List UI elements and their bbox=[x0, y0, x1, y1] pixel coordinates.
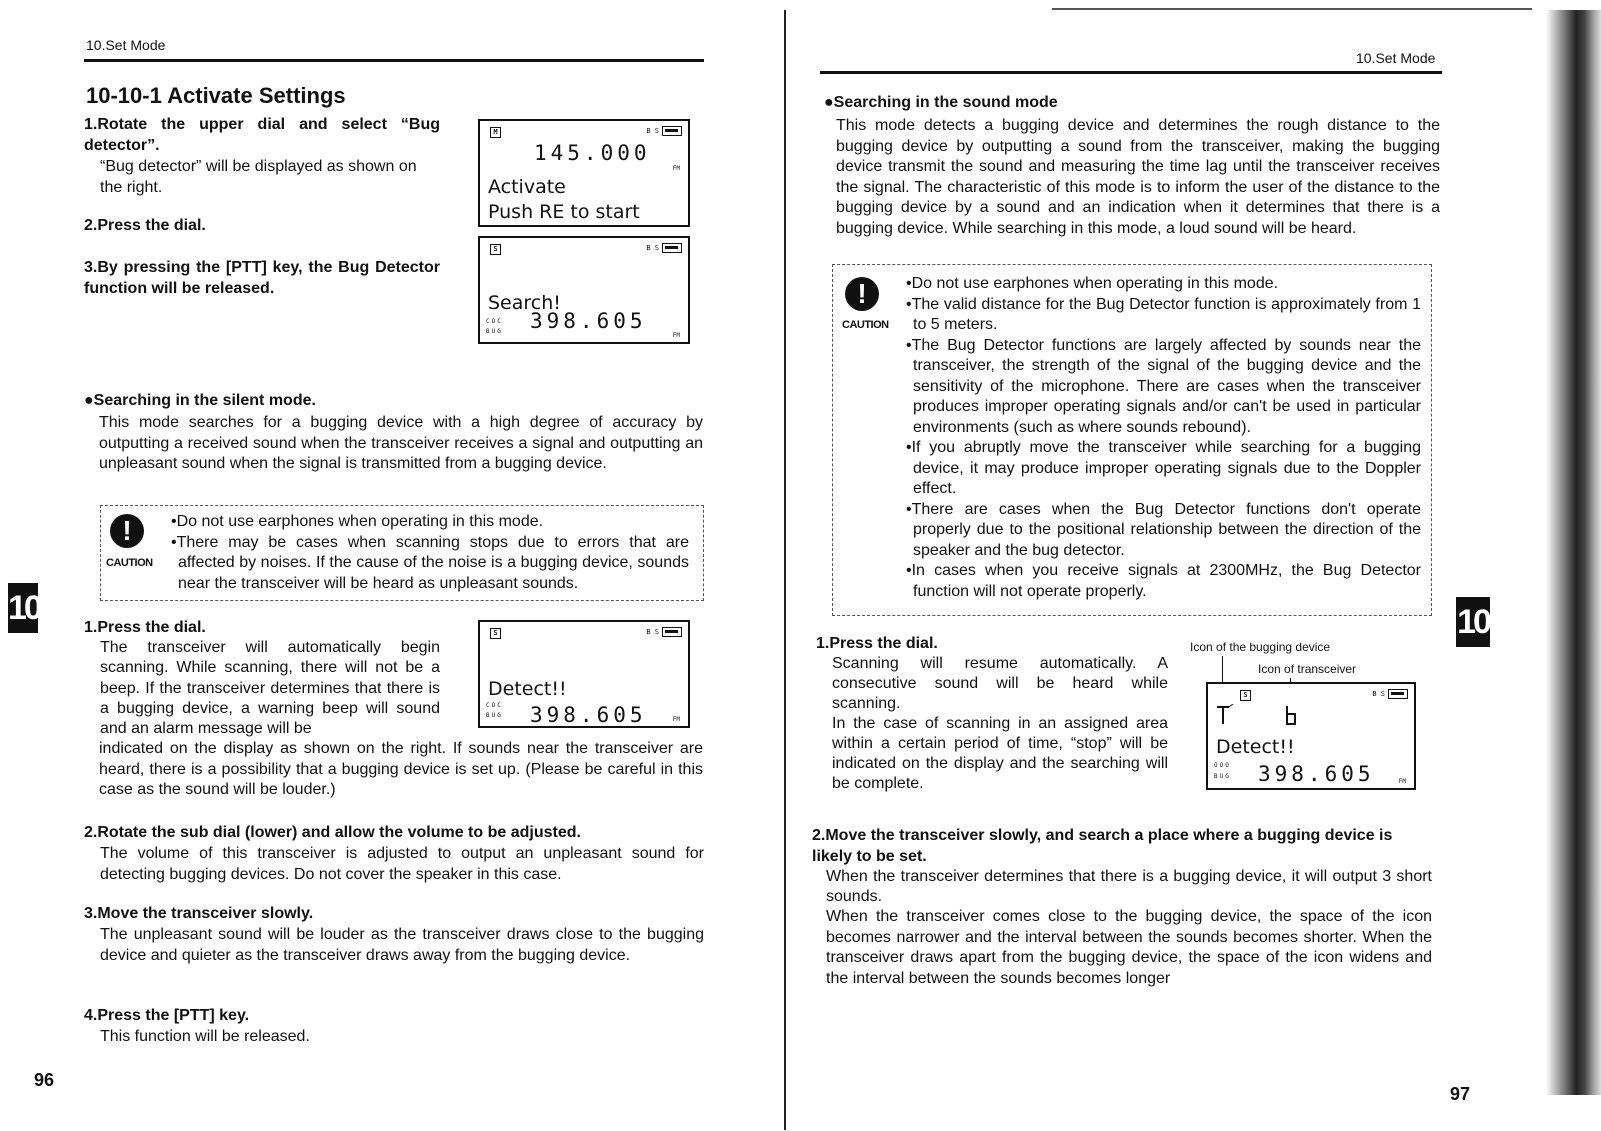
page-header: 10.Set Mode bbox=[1356, 50, 1436, 66]
battery-icon bbox=[1388, 689, 1408, 699]
step-1-continuation: indicated on the display as shown on the right. If sounds near the transceiver are heard, there is a possibility that a bugging device is set up. (Please be careful in this case as the sound will be louder.) bbox=[99, 740, 703, 798]
step-body: The transceiver will automatically begin scanning. While scanning, there will not be a beep. If the transceiver determines that there is a bugging device, a warning beep will sound and an alarm message will be bbox=[100, 639, 440, 738]
fm-indicator: FM bbox=[672, 332, 680, 339]
book-spine bbox=[784, 10, 786, 1130]
lcd-display-activate bbox=[478, 119, 690, 227]
caution-item: •The valid distance for the Bug Detector function is approximately from 1 to 5 meters. bbox=[906, 295, 1421, 333]
fm-indicator: FM bbox=[672, 165, 680, 172]
caution-label: CAUTION bbox=[106, 557, 153, 569]
bs-label: B S bbox=[646, 628, 659, 636]
chapter-tab: 10 bbox=[8, 583, 38, 633]
page-edge-shadow bbox=[1546, 10, 1601, 1095]
lcd-small-2: BUG bbox=[486, 712, 503, 719]
lcd-small-1: COC bbox=[486, 702, 503, 709]
header-rule bbox=[820, 71, 1442, 74]
bs-label: B S bbox=[1372, 690, 1385, 698]
step-2-press bbox=[84, 215, 440, 236]
step-heading: 4.Press the [PTT] key. bbox=[84, 1007, 250, 1024]
step-heading: 1.Press the dial. bbox=[816, 635, 938, 652]
step-heading: 2.Rotate the sub dial (lower) and allow the volume to be adjusted. bbox=[84, 824, 581, 841]
top-edge-rule bbox=[1052, 8, 1532, 10]
step-heading: 2.Move the transceiver slowly, and search a place where a bugging device is likely to be set. bbox=[812, 827, 1393, 865]
step-body: This function will be released. bbox=[100, 1028, 310, 1045]
caution-item: •If you abruptly move the transceiver while searching for a bugging device, it may produce improper operating signals due to the Doppler effect. bbox=[906, 439, 1421, 497]
caution-item: •There are cases when the Bug Detector functions don't operate properly due to the positional relationship between the direction of the speaker and the bug detector. bbox=[906, 500, 1421, 559]
step-3-move bbox=[84, 903, 704, 966]
silent-mode-text: This mode searches for a bugging device with a high degree of accuracy by outputting a received sound when the transceiver receives a signal and outputting an unpleasant sound when the signal is transmitted from a bugging device. bbox=[99, 414, 703, 472]
caution-item: •There may be cases when scanning stops due to errors that are affected by noises. If the cause of the noise is a bugging device, sounds near the transceiver will be heard as unpleasant sounds. bbox=[171, 533, 689, 592]
sound-mode-title: ●Searching in the sound mode bbox=[824, 94, 1058, 111]
battery-indicator bbox=[646, 627, 682, 637]
silent-mode-title: ●Searching in the silent mode. bbox=[84, 392, 316, 409]
left-page bbox=[0, 0, 790, 1131]
caution-item: •The Bug Detector functions are largely affected by sounds near the transceiver, the strength of the signal of the bugging device and the sensitivity of the microphone. There are cases when the transceiver produces improper operating signals and/or can't be used in particular environments (such as where sounds rebound). bbox=[906, 336, 1421, 436]
lcd-small-2: BUG bbox=[486, 328, 503, 335]
bs-label: B S bbox=[646, 244, 659, 252]
memory-icon: M bbox=[490, 127, 501, 138]
step-heading: 3.Move the transceiver slowly. bbox=[84, 905, 314, 922]
battery-icon bbox=[662, 627, 682, 637]
page-number: 96 bbox=[34, 1070, 55, 1090]
lcd-line-2: Push RE to start bbox=[488, 201, 640, 223]
step-body-1: When the transceiver determines that there is a bugging device, it will output 3 short sounds. bbox=[826, 868, 1432, 905]
header-rule bbox=[84, 59, 704, 62]
battery-icon bbox=[662, 243, 682, 253]
lcd-line-1: Detect!! bbox=[1216, 736, 1295, 758]
scan-icon: S bbox=[490, 628, 501, 639]
lcd-small-1: COC bbox=[486, 318, 503, 325]
lcd-display-detect bbox=[1206, 682, 1416, 790]
bugging-device-icon bbox=[1214, 704, 1234, 726]
callout-transceiver: Icon of transceiver bbox=[1258, 662, 1357, 676]
caution-list bbox=[906, 274, 1421, 602]
caution-label: CAUTION bbox=[842, 319, 889, 331]
page-number: 97 bbox=[1450, 1084, 1471, 1104]
step-heading: 1.Press the dial. bbox=[84, 619, 206, 636]
caution-box bbox=[832, 264, 1432, 616]
lcd-line-1: Search! bbox=[488, 292, 561, 314]
step-heading: 1.Rotate the upper dial and select “Bug detector”. bbox=[84, 116, 440, 154]
step-2-move-slowly bbox=[812, 825, 1432, 989]
caution-icon: ! bbox=[110, 514, 144, 548]
caution-box bbox=[100, 505, 704, 601]
lcd-frequency: 398.605 bbox=[1258, 762, 1375, 786]
step-body: “Bug detector” will be displayed as shown on the right. bbox=[100, 158, 417, 196]
step-heading: 2.Press the dial. bbox=[84, 217, 206, 234]
lcd-line-1: Detect!! bbox=[488, 678, 567, 700]
lcd-small-2: BUG bbox=[1214, 773, 1231, 780]
step-1-press-dial bbox=[84, 617, 440, 739]
chapter-tab: 10 bbox=[1456, 597, 1490, 647]
lcd-frequency: 398.605 bbox=[530, 703, 647, 727]
step-heading: 3.By pressing the [PTT] key, the Bug Detector function will be released. bbox=[84, 259, 440, 297]
lcd-frequency: 398.605 bbox=[530, 309, 647, 333]
bs-label: B S bbox=[646, 127, 659, 135]
callout-bugging-device: Icon of the bugging device bbox=[1190, 640, 1331, 654]
caution-list bbox=[171, 512, 689, 594]
scan-icon: S bbox=[490, 244, 501, 255]
section-title: 10-10-1 Activate Settings bbox=[86, 83, 346, 108]
scan-icon: S bbox=[1240, 690, 1251, 701]
step-1-select bbox=[84, 114, 440, 198]
caution-icon: ! bbox=[845, 277, 879, 311]
step-3-ptt bbox=[84, 257, 440, 299]
caution-item: •Do not use earphones when operating in this mode. bbox=[171, 513, 544, 530]
lcd-small-1: OOO bbox=[1214, 762, 1231, 769]
step-body: The volume of this transceiver is adjusted to output an unpleasant sound for detecting bugging devices. Do not cover the speaker in this case. bbox=[100, 845, 704, 883]
caution-item: •In cases when you receive signals at 2300MHz, the Bug Detector function will not operate properly. bbox=[906, 562, 1421, 600]
step-body: The unpleasant sound will be louder as the transceiver draws close to the bugging device and quieter as the transceiver draws away from the bugging device. bbox=[100, 926, 704, 964]
lcd-frequency: 145.000 bbox=[534, 141, 651, 165]
step-body: Scanning will resume automatically. A consecutive sound will be heard while scanning. In the case of scanning in an assigned area within a certain period of time, “stop” will be indicated on the display and the searching will be complete. bbox=[832, 655, 1168, 792]
page-header: 10.Set Mode bbox=[86, 37, 166, 53]
battery-indicator bbox=[1372, 689, 1408, 699]
battery-indicator bbox=[646, 126, 682, 136]
sound-mode-text: This mode detects a bugging device and determines the rough distance to the bugging device by outputting a sound from the transceiver, making the bugging device transmit the sound and measuring the time lag until the transceiver receives the signal. The characteristic of this mode is to inform the user of the distance to the bugging device by a sound and an indication when it determines that there is a bugging device. While searching in this mode, a loud sound will be heard. bbox=[836, 117, 1440, 237]
step-1-press-dial bbox=[816, 633, 1168, 794]
step-2-sub-dial bbox=[84, 822, 704, 885]
lcd-line-1: Activate bbox=[488, 176, 566, 198]
step-4-ptt bbox=[84, 1005, 704, 1047]
battery-icon bbox=[662, 126, 682, 136]
fm-indicator: FM bbox=[1398, 778, 1406, 785]
transceiver-icon bbox=[1284, 704, 1298, 726]
right-page bbox=[790, 0, 1601, 1131]
step-body-2: When the transceiver comes close to the bugging device, the space of the icon becomes narrower and the interval between the sounds becomes shorter. When the transceiver draws apart from the bugging device, the space of the icon widens and the interval between the sounds becomes longer bbox=[826, 908, 1432, 987]
caution-item: •Do not use earphones when operating in this mode. bbox=[906, 275, 1279, 292]
lcd-display-detect bbox=[478, 620, 690, 728]
lcd-display-search bbox=[478, 236, 690, 344]
battery-indicator bbox=[646, 243, 682, 253]
fm-indicator: FM bbox=[672, 716, 680, 723]
